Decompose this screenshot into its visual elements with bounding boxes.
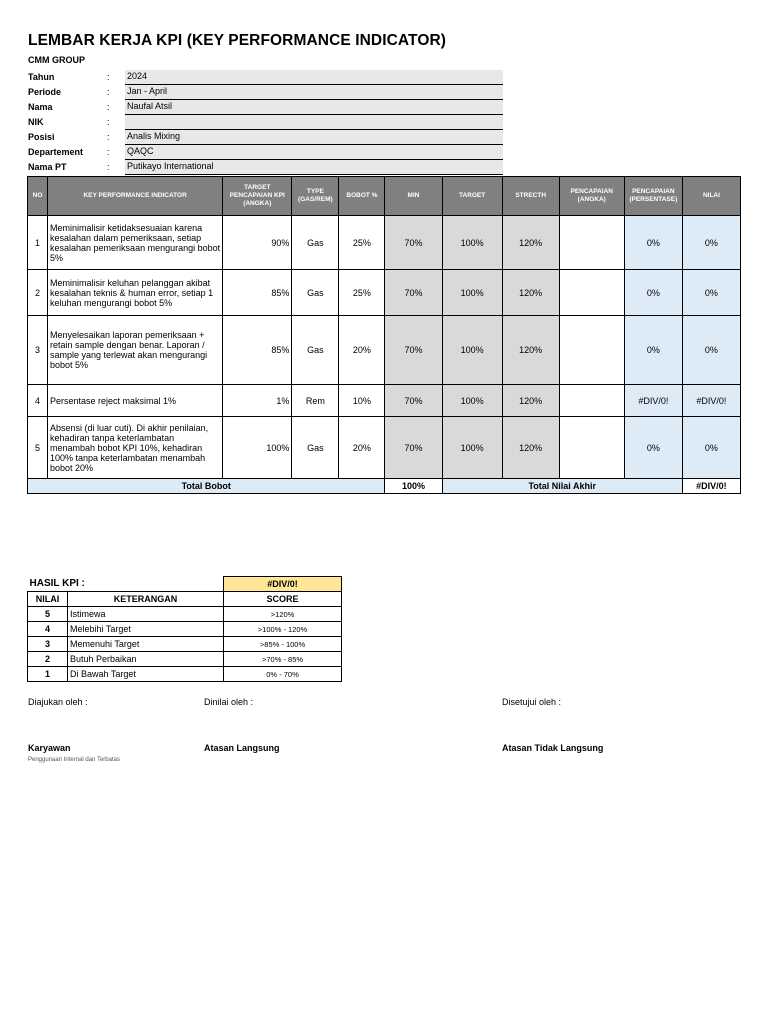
info-row-nama bbox=[28, 100, 503, 115]
cell-no: 4 bbox=[28, 385, 48, 417]
cell-no: 1 bbox=[28, 216, 48, 270]
header-stretch: STRECTH bbox=[502, 177, 559, 216]
cell-nilai: 0% bbox=[682, 216, 740, 270]
cell-pencapaian-angka[interactable] bbox=[559, 385, 624, 417]
info-label: Departement bbox=[28, 147, 84, 157]
score-nilai: 4 bbox=[28, 622, 68, 637]
table-row bbox=[28, 216, 741, 270]
atasan-tidak-langsung-label: Atasan Tidak Langsung bbox=[502, 743, 604, 753]
score-table bbox=[27, 576, 342, 682]
info-colon: : bbox=[107, 147, 110, 157]
kpi-header-row bbox=[28, 177, 741, 216]
info-row-departement bbox=[28, 145, 503, 160]
info-label: Posisi bbox=[28, 132, 55, 142]
hasil-label: HASIL KPI : bbox=[29, 578, 85, 590]
cell-type[interactable]: Gas bbox=[292, 216, 339, 270]
cell-target[interactable]: 100% bbox=[442, 270, 502, 316]
cell-kpi[interactable]: Meminimalisir keluhan pelanggan akibat kesalahan teknis & human error, setiap 1 keluhan mengurangi bobot 5% bbox=[48, 270, 223, 316]
info-value-cell[interactable] bbox=[125, 70, 503, 85]
cell-type[interactable]: Rem bbox=[292, 385, 339, 417]
info-value: Analis Mixing bbox=[127, 131, 181, 141]
score-range: >120% bbox=[224, 607, 342, 622]
info-value: QAQC bbox=[127, 146, 154, 156]
info-row-nama-pt bbox=[28, 160, 503, 175]
header-target-angka: TARGET PENCAPAIAN KPI (ANGKA) bbox=[223, 177, 292, 216]
header-pencapaian-persen: PENCAPAIAN (PERSENTASE) bbox=[624, 177, 682, 216]
cell-target-angka[interactable]: 85% bbox=[223, 316, 292, 385]
score-header-row bbox=[28, 592, 342, 607]
cell-stretch[interactable]: 120% bbox=[502, 216, 559, 270]
cell-kpi[interactable]: Absensi (di luar cuti). Di akhir penilaian, kehadiran tanpa keterlambatan menambah bobot KPI 10%, kehadiran 100% tanpa keterlambatan menambah bobot 20% bbox=[48, 417, 223, 479]
cell-pencapaian-angka[interactable] bbox=[559, 270, 624, 316]
score-row bbox=[28, 607, 342, 622]
cell-pencapaian-angka[interactable] bbox=[559, 417, 624, 479]
table-row bbox=[28, 417, 741, 479]
info-row-periode bbox=[28, 85, 503, 100]
hasil-row bbox=[28, 577, 342, 592]
info-label: Tahun bbox=[28, 72, 55, 82]
score-row bbox=[28, 637, 342, 652]
cell-bobot[interactable]: 25% bbox=[339, 270, 385, 316]
cell-bobot[interactable]: 10% bbox=[339, 385, 385, 417]
info-label: NIK bbox=[28, 117, 44, 127]
cell-pencapaian-persen: #DIV/0! bbox=[624, 385, 682, 417]
cell-nilai: 0% bbox=[682, 270, 740, 316]
karyawan-label: Karyawan bbox=[28, 743, 71, 753]
cell-target[interactable]: 100% bbox=[442, 417, 502, 479]
cell-nilai: 0% bbox=[682, 316, 740, 385]
total-row bbox=[28, 479, 741, 494]
cell-target-angka[interactable]: 90% bbox=[223, 216, 292, 270]
diajukan-label: Diajukan oleh : bbox=[28, 697, 88, 707]
info-value-cell[interactable] bbox=[125, 145, 503, 160]
cell-kpi[interactable]: Menyelesaikan laporan pemeriksaan + retain sample dengan benar. Laporan / sample yang terlewat akan mengurangi bobot 5% bbox=[48, 316, 223, 385]
cell-stretch[interactable]: 120% bbox=[502, 270, 559, 316]
cell-bobot[interactable]: 20% bbox=[339, 316, 385, 385]
company-name: CMM GROUP bbox=[28, 55, 85, 65]
score-keterangan: Di Bawah Target bbox=[68, 667, 224, 682]
info-value-cell[interactable] bbox=[125, 85, 503, 100]
cell-target-angka[interactable]: 85% bbox=[223, 270, 292, 316]
cell-target[interactable]: 100% bbox=[442, 385, 502, 417]
cell-pencapaian-persen: 0% bbox=[624, 316, 682, 385]
info-colon: : bbox=[107, 132, 110, 142]
score-row bbox=[28, 652, 342, 667]
header-target: TARGET bbox=[442, 177, 502, 216]
cell-pencapaian-persen: 0% bbox=[624, 216, 682, 270]
cell-kpi[interactable]: Persentase reject maksimal 1% bbox=[48, 385, 223, 417]
info-row-posisi bbox=[28, 130, 503, 145]
score-nilai: 5 bbox=[28, 607, 68, 622]
info-colon: : bbox=[107, 117, 110, 127]
score-row bbox=[28, 667, 342, 682]
info-colon: : bbox=[107, 87, 110, 97]
info-value: 2024 bbox=[127, 71, 148, 81]
header-min: MIN bbox=[385, 177, 442, 216]
cell-pencapaian-persen: 0% bbox=[624, 270, 682, 316]
cell-no: 2 bbox=[28, 270, 48, 316]
score-row bbox=[28, 622, 342, 637]
cell-stretch[interactable]: 120% bbox=[502, 316, 559, 385]
cell-stretch[interactable]: 120% bbox=[502, 417, 559, 479]
score-range: >85% - 100% bbox=[224, 637, 342, 652]
info-row-nik bbox=[28, 115, 503, 130]
disetujui-label: Disetujui oleh : bbox=[502, 697, 562, 707]
score-keterangan: Istimewa bbox=[68, 607, 224, 622]
score-range: >100% - 120% bbox=[224, 622, 342, 637]
cell-pencapaian-angka[interactable] bbox=[559, 216, 624, 270]
info-value-cell[interactable] bbox=[125, 100, 503, 115]
score-keterangan: Melebihi Target bbox=[68, 622, 224, 637]
info-label: Periode bbox=[28, 87, 62, 97]
info-colon: : bbox=[107, 72, 110, 82]
cell-min[interactable]: 70% bbox=[385, 316, 442, 385]
cell-type[interactable]: Gas bbox=[292, 316, 339, 385]
header-pencapaian-angka: PENCAPAIAN (ANGKA) bbox=[559, 177, 624, 216]
table-row bbox=[28, 385, 741, 417]
table-row bbox=[28, 270, 741, 316]
cell-no: 3 bbox=[28, 316, 48, 385]
cell-stretch[interactable]: 120% bbox=[502, 385, 559, 417]
cell-type[interactable]: Gas bbox=[292, 417, 339, 479]
info-label: Nama PT bbox=[28, 162, 67, 172]
cell-bobot[interactable]: 20% bbox=[339, 417, 385, 479]
page-title: LEMBAR KERJA KPI (KEY PERFORMANCE INDICATOR) bbox=[28, 32, 447, 49]
cell-target-angka[interactable]: 100% bbox=[223, 417, 292, 479]
header-bobot: BOBOT % bbox=[339, 177, 385, 216]
hasil-value: #DIV/0! bbox=[224, 577, 342, 592]
info-colon: : bbox=[107, 102, 110, 112]
total-bobot-label: Total Bobot bbox=[28, 479, 385, 494]
header-kpi: KEY PERFORMANCE INDICATOR bbox=[48, 177, 223, 216]
info-row-tahun bbox=[28, 70, 503, 85]
score-header-keterangan: KETERANGAN bbox=[68, 592, 224, 607]
total-nilai-value: #DIV/0! bbox=[682, 479, 740, 494]
info-value-cell[interactable] bbox=[125, 115, 503, 130]
score-keterangan: Memenuhi Target bbox=[68, 637, 224, 652]
info-label: Nama bbox=[28, 102, 53, 112]
cell-bobot[interactable]: 25% bbox=[339, 216, 385, 270]
cell-min[interactable]: 70% bbox=[385, 417, 442, 479]
score-keterangan: Butuh Perbaikan bbox=[68, 652, 224, 667]
cell-target-angka[interactable]: 1% bbox=[223, 385, 292, 417]
cell-nilai: #DIV/0! bbox=[682, 385, 740, 417]
cell-pencapaian-persen: 0% bbox=[624, 417, 682, 479]
table-row bbox=[28, 316, 741, 385]
info-value-cell[interactable] bbox=[125, 160, 503, 175]
header-nilai: NILAI bbox=[682, 177, 740, 216]
cell-no: 5 bbox=[28, 417, 48, 479]
score-nilai: 3 bbox=[28, 637, 68, 652]
header-no: NO bbox=[28, 177, 48, 216]
info-value-cell[interactable] bbox=[125, 130, 503, 145]
cell-min[interactable]: 70% bbox=[385, 216, 442, 270]
total-nilai-label: Total Nilai Akhir bbox=[442, 479, 682, 494]
info-value: Jan - April bbox=[127, 86, 168, 96]
cell-type[interactable]: Gas bbox=[292, 270, 339, 316]
score-range: >70% - 85% bbox=[224, 652, 342, 667]
cell-min[interactable]: 70% bbox=[385, 385, 442, 417]
cell-target[interactable]: 100% bbox=[442, 216, 502, 270]
kpi-table bbox=[27, 176, 741, 494]
cell-min[interactable]: 70% bbox=[385, 270, 442, 316]
info-value: Naufal Atsil bbox=[127, 101, 173, 111]
score-header-score: SCORE bbox=[224, 592, 342, 607]
footnote: Penggunaan Internal dan Terbatas bbox=[28, 757, 120, 763]
score-nilai: 2 bbox=[28, 652, 68, 667]
dinilai-label: Dinilai oleh : bbox=[204, 697, 254, 707]
total-bobot-value: 100% bbox=[385, 479, 442, 494]
score-nilai: 1 bbox=[28, 667, 68, 682]
info-value: Putikayo International bbox=[127, 161, 214, 171]
cell-pencapaian-angka[interactable] bbox=[559, 316, 624, 385]
score-range: 0% - 70% bbox=[224, 667, 342, 682]
info-colon: : bbox=[107, 162, 110, 172]
cell-nilai: 0% bbox=[682, 417, 740, 479]
header-type: TYPE (GAS/REM) bbox=[292, 177, 339, 216]
cell-kpi[interactable]: Meminimalisir ketidaksesuaian karena kesalahan dalam pemeriksaan, setiap kesalahan pemeriksaan mengurangi bobot 5% bbox=[48, 216, 223, 270]
cell-target[interactable]: 100% bbox=[442, 316, 502, 385]
atasan-langsung-label: Atasan Langsung bbox=[204, 743, 280, 753]
score-header-nilai: NILAI bbox=[28, 592, 68, 607]
